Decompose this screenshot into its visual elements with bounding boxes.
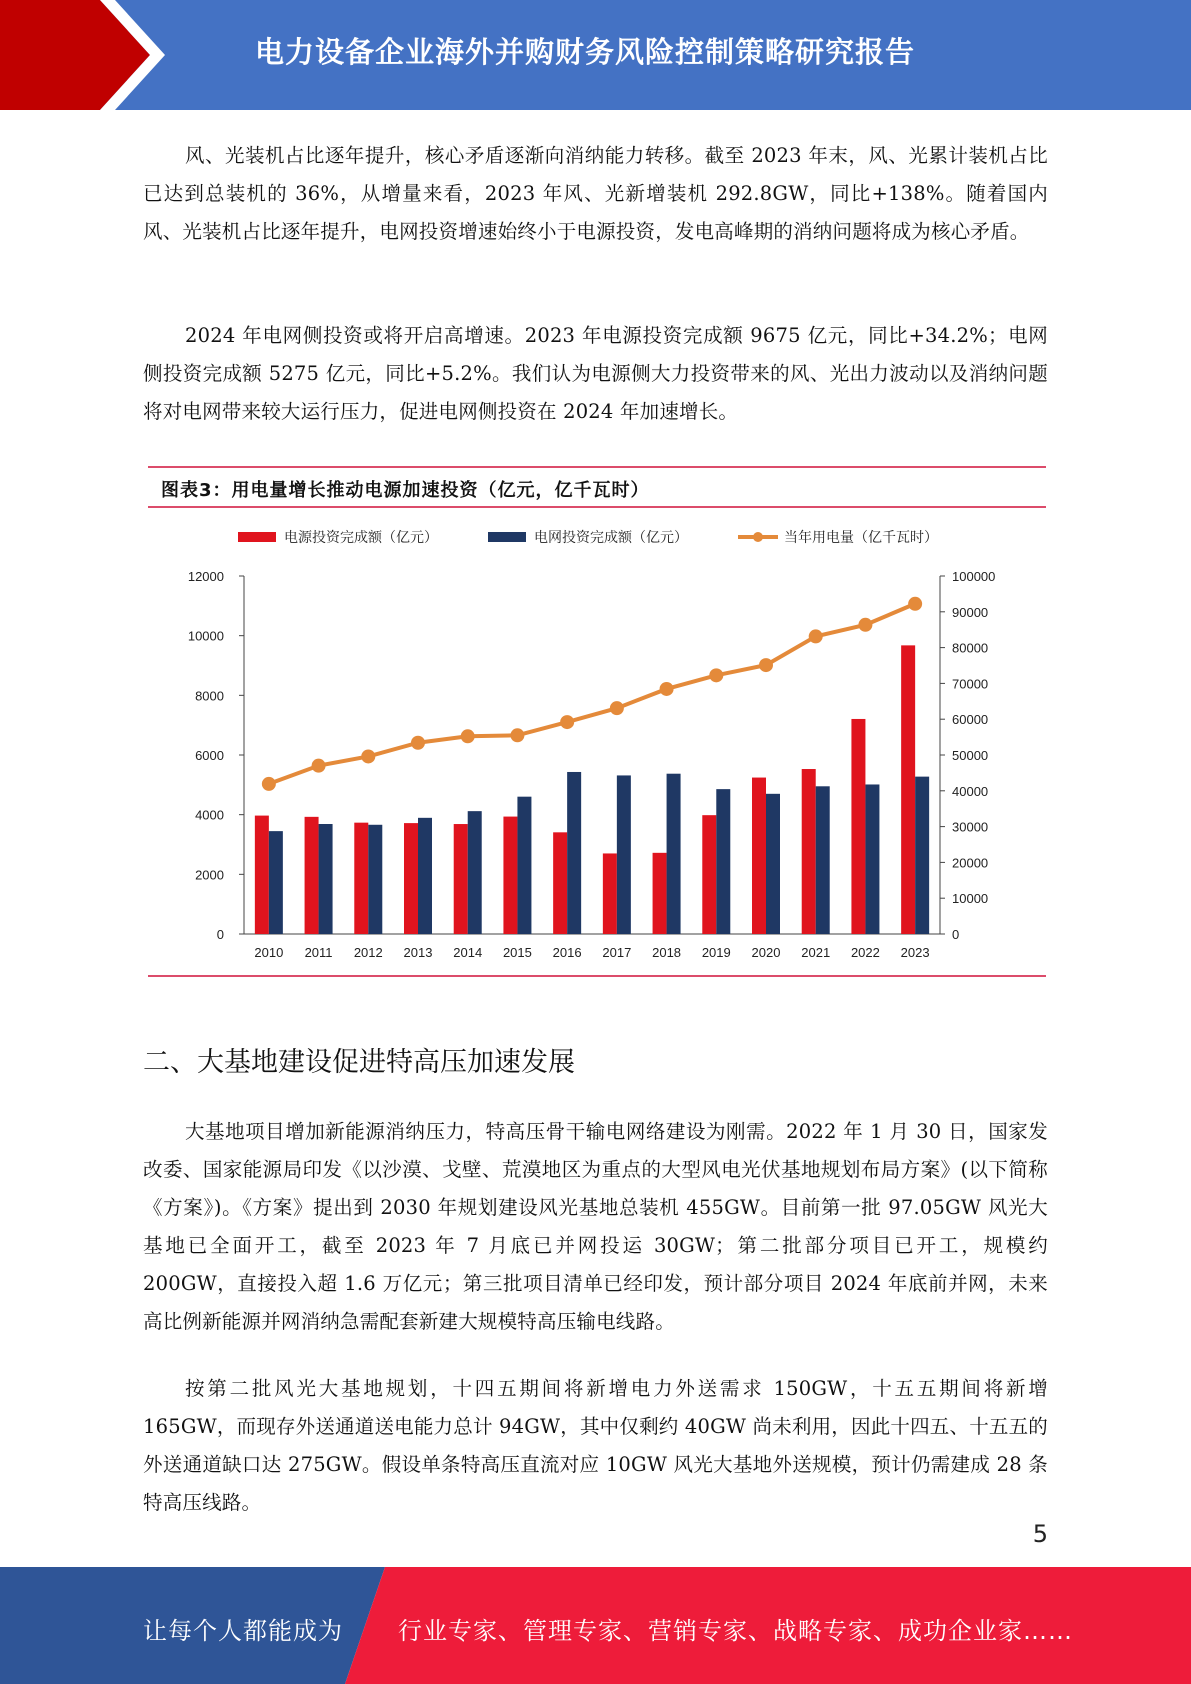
- x-tick-label: 2020: [751, 945, 781, 960]
- bar-power-source-2020: [752, 778, 766, 934]
- consumption-point-2017: [610, 701, 624, 715]
- figure-caption: 图表3：用电量增长推动电源加速投资（亿元，亿千瓦时）: [161, 480, 650, 501]
- bar-grid-2011: [319, 824, 333, 934]
- consumption-point-2010: [262, 777, 276, 791]
- bar-grid-2021: [816, 786, 830, 934]
- legend-label-0: 电源投资完成额（亿元）: [284, 530, 438, 546]
- right-tick-label: 60000: [952, 712, 989, 728]
- footer-slogan-right: 行业专家、管理专家、营销专家、战略专家、成功企业家……: [398, 1617, 1073, 1645]
- left-tick-label: 12000: [187, 569, 224, 584]
- paragraph-4: 按第二批风光大基地规划，十四五期间将新增电力外送需求 150GW，十五五期间将新增 165GW，而现存外送通道送电能力总计 94GW，其中仅剩约 40GW 尚未利用，因此十四五、十五五的外送通道缺口达 275GW。假设单条特高压直流对应 10GW 风光大基地外送规模，预计仍需建成 28 条特高压线路。: [143, 1377, 1049, 1514]
- right-tick-label: 40000: [952, 783, 989, 799]
- paragraph-1: 风、光装机占比逐年提升，核心矛盾逐渐向消纳能力转移。截至 2023 年末，风、光累计装机占比已达到总装机的 36%，从增量来看，2023 年风、光新增装机 292.8GW，同比+138%。随着国内风、光装机占比逐年提升，电网投资增速始终小于电源投资，发电高峰期的消纳问题将成为核心矛盾。: [143, 144, 1048, 243]
- bar-grid-2023: [915, 777, 929, 934]
- consumption-point-2022: [858, 618, 872, 632]
- page-number: 5: [1032, 1520, 1048, 1548]
- page-footer: [0, 1567, 1191, 1684]
- x-tick-label: 2023: [900, 945, 930, 960]
- legend-marker-2: [753, 532, 763, 542]
- right-tick-label: 20000: [952, 855, 989, 871]
- page-header: [0, 0, 1191, 110]
- x-tick-label: 2012: [353, 945, 383, 960]
- paragraph-2: 2024 年电网侧投资或将开启高增速。2023 年电源投资完成额 9675 亿元，同比+34.2%；电网侧投资完成额 5275 亿元，同比+5.2%。我们认为电源侧大力投资带来的风、光出力波动以及消纳问题将对电网带来较大运行压力，促进电网侧投资在 2024 年加速增长。: [143, 324, 1048, 423]
- left-tick-label: 0: [216, 927, 224, 942]
- x-tick-label: 2017: [602, 945, 632, 960]
- bar-grid-2010: [269, 831, 283, 934]
- bar-power-source-2019: [702, 815, 716, 934]
- x-tick-label: 2022: [850, 945, 880, 960]
- bar-power-source-2022: [851, 719, 865, 934]
- consumption-point-2015: [510, 728, 524, 742]
- consumption-point-2012: [361, 749, 375, 763]
- x-tick-label: 2011: [304, 945, 333, 960]
- consumption-point-2013: [411, 736, 425, 750]
- right-tick-label: 30000: [952, 819, 989, 835]
- x-tick-label: 2014: [453, 945, 483, 960]
- consumption-point-2011: [312, 759, 326, 773]
- consumption-point-2023: [908, 597, 922, 611]
- x-tick-label: 2015: [502, 945, 532, 960]
- right-tick-label: 0: [952, 927, 960, 942]
- bar-power-source-2012: [354, 823, 368, 934]
- bar-grid-2017: [617, 775, 631, 934]
- chart: [148, 466, 1046, 980]
- legend-swatch-1: [488, 532, 526, 542]
- bar-power-source-2013: [404, 823, 418, 934]
- bar-power-source-2018: [653, 853, 667, 934]
- right-tick-label: 10000: [952, 891, 989, 907]
- bar-power-source-2017: [603, 853, 617, 934]
- bar-grid-2018: [667, 774, 681, 934]
- bar-grid-2014: [468, 811, 482, 934]
- consumption-point-2016: [560, 715, 574, 729]
- x-tick-label: 2016: [552, 945, 582, 960]
- bar-power-source-2011: [305, 817, 319, 934]
- consumption-point-2020: [759, 658, 773, 672]
- right-tick-label: 100000: [952, 569, 996, 584]
- left-tick-label: 8000: [195, 688, 224, 704]
- left-tick-label: 4000: [195, 807, 224, 823]
- x-tick-label: 2021: [801, 945, 831, 960]
- legend-label-1: 电网投资完成额（亿元）: [534, 530, 688, 546]
- consumption-point-2014: [461, 729, 475, 743]
- legend-swatch-0: [238, 532, 276, 542]
- bar-grid-2012: [368, 825, 382, 934]
- right-tick-label: 80000: [952, 640, 989, 656]
- bar-grid-2022: [865, 784, 879, 934]
- bar-power-source-2016: [553, 832, 567, 934]
- x-tick-label: 2010: [254, 945, 284, 960]
- left-tick-label: 6000: [195, 748, 224, 763]
- left-tick-label: 10000: [187, 628, 224, 644]
- bar-power-source-2010: [255, 816, 269, 934]
- footer-slogan-left: 让每个人都能成为: [143, 1617, 343, 1645]
- x-tick-label: 2013: [403, 945, 433, 960]
- paragraph-3: 大基地项目增加新能源消纳压力，特高压骨干输电网络建设为刚需。2022 年 1 月 30 日，国家发改委、国家能源局印发《以沙漠、戈壁、荒漠地区为重点的大型风电光伏基地规划布局方案》(以下简称《方案》)。《方案》提出到 2030 年规划建设风光基地总装机 455GW。目前第一批 97.05GW 风光大基地已全面开工，截至 2023 年 7 月底已并网投运 30GW；第二批部分项目已开工，规模约 200GW，直接投入超 1.6 万亿元；第三批项目清单已经印发，预计部分项目 2024 年底前并网，未来高比例新能源并网消纳急需配套新建大规模特高压输电线路。: [143, 1120, 1048, 1333]
- consumption-point-2018: [660, 682, 674, 696]
- header-title: 电力设备企业海外并购财务风险控制策略研究报告: [255, 35, 916, 69]
- bar-grid-2015: [517, 797, 531, 934]
- consumption-point-2021: [809, 629, 823, 643]
- figure-3: [148, 466, 1046, 980]
- bar-power-source-2021: [802, 769, 816, 934]
- bar-power-source-2014: [454, 824, 468, 934]
- right-tick-label: 50000: [952, 748, 989, 763]
- bar-grid-2019: [716, 789, 730, 934]
- bar-power-source-2015: [503, 817, 517, 934]
- x-tick-label: 2019: [701, 945, 731, 960]
- bar-grid-2016: [567, 772, 581, 934]
- left-tick-label: 2000: [195, 867, 224, 883]
- right-tick-label: 70000: [952, 676, 989, 692]
- section-heading: 二、大基地建设促进特高压加速发展: [143, 1047, 575, 1078]
- bar-grid-2020: [766, 794, 780, 934]
- consumption-point-2019: [709, 668, 723, 682]
- legend-label-2: 当年用电量（亿千瓦时）: [784, 530, 938, 546]
- bar-power-source-2023: [901, 645, 915, 934]
- right-tick-label: 90000: [952, 604, 989, 620]
- bar-grid-2013: [418, 818, 432, 934]
- x-tick-label: 2018: [652, 945, 682, 960]
